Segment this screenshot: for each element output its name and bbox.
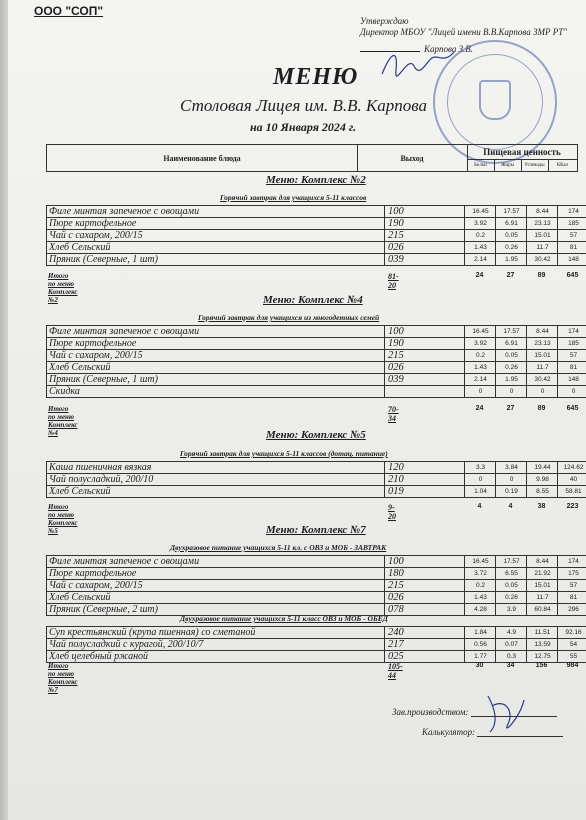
total-fat: 34 (506, 662, 515, 669)
dish-output: 019 (384, 486, 464, 497)
complex5-table (46, 461, 586, 498)
fat-value: 0 (495, 474, 527, 485)
kcal-value: 81 (557, 362, 586, 373)
table-row (46, 206, 586, 218)
total-label: Итого по меню Комплекс №2 (48, 272, 78, 304)
protein-value: 1.43 (464, 362, 496, 373)
table-row (46, 556, 586, 568)
dish-name: Скидка (46, 386, 384, 397)
dish-output: 039 (384, 374, 464, 385)
dish-name: Хлеб целебный ржаной (46, 651, 384, 662)
fat-value: 0.07 (495, 639, 527, 650)
protein-value: 0 (464, 474, 496, 485)
carbs-value: 9.98 (526, 474, 558, 485)
protein-value: 1.77 (464, 651, 496, 662)
complex7-lunch-subtitle: Двухразовое питание учащихся 5-11 класс ОВЗ и МОБ - ОБЕД (180, 614, 388, 623)
table-row (46, 374, 586, 386)
approval-position: Директор МБОУ "Лицей имени В.В.Карпова ЗМР РТ" (360, 27, 567, 37)
carbs-value: 11.51 (526, 627, 558, 638)
protein-value: 16.45 (464, 206, 496, 217)
table-row (46, 568, 586, 580)
fat-value: 0.19 (495, 486, 527, 497)
table-row (46, 386, 586, 398)
protein-value: 0.2 (464, 350, 496, 361)
carbs-value: 0 (526, 386, 558, 397)
protein-value: 1.04 (464, 486, 496, 497)
dish-output: 190 (384, 218, 464, 229)
production-manager-field (392, 707, 557, 717)
production-sign-line (471, 716, 557, 717)
fat-value: 3.84 (495, 462, 527, 473)
fat-value: 1.95 (495, 374, 527, 385)
protein-value: 16.45 (464, 326, 496, 337)
dish-output: 078 (384, 604, 464, 615)
carbs-value: 21.92 (526, 568, 558, 579)
complex2-subtitle: Горячий завтрак для учащихся 5-11 классов (220, 193, 367, 202)
dish-name: Пюре картофельное (46, 338, 384, 349)
kcal-value: 57 (557, 580, 586, 591)
protein-value: 3.92 (464, 338, 496, 349)
fat-value: 6.91 (495, 338, 527, 349)
carbs-value: 19.44 (526, 462, 558, 473)
total-label: Итого по меню Комплекс №7 (48, 662, 78, 694)
dish-name: Чай с сахаром, 200/15 (46, 350, 384, 361)
complex4-title: Меню: Комплекс №4 (263, 294, 363, 306)
carbs-value: 15.01 (526, 230, 558, 241)
fat-value: 6.55 (495, 568, 527, 579)
organization-name: ООО "СОП" (34, 4, 104, 18)
kcal-value: 81 (557, 242, 586, 253)
kcal-value: 54 (557, 639, 586, 650)
approval-label: Утверждаю (360, 16, 409, 26)
total-carbs: 89 (537, 405, 546, 412)
fat-value: 0.05 (495, 230, 527, 241)
kcal-value: 174 (557, 326, 586, 337)
table-row (46, 218, 586, 230)
complex4-table (46, 325, 586, 398)
dish-name: Пряник (Северные, 1 шт) (46, 254, 384, 265)
total-kcal: 984 (566, 662, 579, 669)
fat-value: 3.9 (495, 604, 527, 615)
dish-name: Пюре картофельное (46, 568, 384, 579)
total-carbs: 156 (535, 662, 548, 669)
production-manager-label: Зав.производством: (392, 707, 469, 717)
carbs-value: 15.01 (526, 350, 558, 361)
table-row (46, 326, 586, 338)
total-fat: 27 (506, 405, 515, 412)
calculator-field (422, 727, 563, 737)
protein-value: 1.84 (464, 627, 496, 638)
dish-name: Хлеб Сельский (46, 362, 384, 373)
dish-output: 217 (384, 639, 464, 650)
kcal-value: 296 (557, 604, 586, 615)
fat-value: 6.91 (495, 218, 527, 229)
complex5-subtitle: Горячий завтрак для учащихся 5-11 классов (дотац. питание) (180, 449, 388, 458)
kcal-value: 148 (557, 254, 586, 265)
protein-value: 0 (464, 386, 496, 397)
fat-value: 0.26 (495, 242, 527, 253)
table-row (46, 230, 586, 242)
protein-value: 0.56 (464, 639, 496, 650)
kcal-value: 185 (557, 218, 586, 229)
fat-value: 0 (495, 386, 527, 397)
fat-value: 17.57 (495, 206, 527, 217)
dish-output: 026 (384, 592, 464, 603)
complex7-breakfast-subtitle: Двухразовое питание учащихся 5-11 кл. с ОВЗ и МОБ - ЗАВТРАК (170, 543, 387, 552)
header-output: Выход (357, 145, 468, 171)
kcal-value: 57 (557, 230, 586, 241)
dish-name: Суп крестьянский (крупа пшенная) со сметаной (46, 627, 384, 638)
carbs-value: 15.01 (526, 580, 558, 591)
protein-value: 3.72 (464, 568, 496, 579)
kcal-value: 174 (557, 556, 586, 567)
table-row (46, 242, 586, 254)
table-row (46, 486, 586, 498)
carbs-value: 30.42 (526, 254, 558, 265)
protein-value: 2.14 (464, 374, 496, 385)
carbs-value: 13.59 (526, 639, 558, 650)
dish-name: Хлеб Сельский (46, 486, 384, 497)
table-row (46, 474, 586, 486)
total-protein: 24 (475, 405, 484, 412)
dish-name: Каша пшеничная вязкая (46, 462, 384, 473)
dish-name: Филе минтая запеченое с овощами (46, 326, 384, 337)
total-output: 9-20 (388, 503, 396, 521)
carbs-value: 11.7 (526, 242, 558, 253)
total-label: Итого по меню Комплекс №4 (48, 405, 78, 437)
protein-value: 3.3 (464, 462, 496, 473)
dish-output: 180 (384, 568, 464, 579)
table-row (46, 362, 586, 374)
kcal-value: 55 (557, 651, 586, 662)
dish-output: 215 (384, 230, 464, 241)
header-nutrition: Пищевая ценность (467, 145, 577, 160)
dish-name: Чай с сахаром, 200/15 (46, 230, 384, 241)
kcal-value: 0 (557, 386, 586, 397)
dish-output: 240 (384, 627, 464, 638)
kcal-value: 175 (557, 568, 586, 579)
kcal-value: 185 (557, 338, 586, 349)
total-protein: 24 (475, 272, 484, 279)
dish-name: Чай с сахаром, 200/15 (46, 580, 384, 591)
header-kcal: ККал (556, 163, 569, 168)
dish-name: Филе минтая запеченое с овощами (46, 206, 384, 217)
total-kcal: 645 (566, 272, 579, 279)
fat-value: 0.05 (495, 350, 527, 361)
dish-output (384, 386, 464, 397)
table-row (46, 592, 586, 604)
table-row (46, 639, 586, 651)
dish-output: 026 (384, 242, 464, 253)
carbs-value: 11.7 (526, 592, 558, 603)
header-carbs: Углеводы (521, 160, 549, 171)
dish-output: 190 (384, 338, 464, 349)
header-dish: Наименование блюда (47, 145, 358, 171)
total-kcal: 223 (566, 503, 579, 510)
carbs-value: 8.44 (526, 206, 558, 217)
fat-value: 17.57 (495, 556, 527, 567)
kcal-value: 174 (557, 206, 586, 217)
carbs-value: 60.84 (526, 604, 558, 615)
dish-output: 026 (384, 362, 464, 373)
complex7-breakfast-table (46, 555, 586, 616)
protein-value: 3.92 (464, 218, 496, 229)
protein-value: 0.2 (464, 230, 496, 241)
dish-name: Чай полусладкий с курагой, 200/10/7 (46, 639, 384, 650)
page-shadow (0, 0, 8, 820)
total-output: 105-44 (388, 662, 403, 680)
protein-value: 0.2 (464, 580, 496, 591)
fat-value: 0.26 (495, 362, 527, 373)
carbs-value: 8.44 (526, 556, 558, 567)
table-row (46, 627, 586, 639)
table-row (46, 338, 586, 350)
dish-name: Хлеб Сельский (46, 592, 384, 603)
complex2-title: Меню: Комплекс №2 (266, 174, 366, 186)
table-row (46, 254, 586, 266)
director-signature (378, 44, 458, 84)
fat-value: 0.05 (495, 580, 527, 591)
carbs-value: 11.7 (526, 362, 558, 373)
dish-name: Филе минтая запеченое с овощами (46, 556, 384, 567)
total-output: 81-20 (388, 272, 399, 290)
carbs-value: 23.13 (526, 338, 558, 349)
dish-output: 215 (384, 580, 464, 591)
dish-output: 100 (384, 206, 464, 217)
menu-date: на 10 Января 2024 г. (250, 120, 357, 134)
total-fat: 27 (506, 272, 515, 279)
complex4-subtitle: Горячий завтрак для учащихся из многодетных семей (198, 313, 380, 322)
total-protein: 4 (477, 503, 482, 510)
total-protein: 30 (475, 662, 484, 669)
total-carbs: 89 (537, 272, 546, 279)
header-fat: Жиры (494, 160, 522, 171)
table-row (46, 462, 586, 474)
seal-crest-icon (479, 80, 511, 120)
complex7-lunch-table (46, 626, 586, 663)
page-title: МЕНЮ (273, 64, 359, 90)
carbs-value: 8.44 (526, 326, 558, 337)
kcal-value: 92.16 (557, 627, 586, 638)
dish-name: Пряник (Северные, 1 шт) (46, 374, 384, 385)
dish-name: Чай полусладкий, 200/10 (46, 474, 384, 485)
calculator-label: Калькулятор: (422, 727, 476, 737)
kcal-value: 58.81 (557, 486, 586, 497)
dish-output: 210 (384, 474, 464, 485)
total-kcal: 645 (566, 405, 579, 412)
dish-output: 215 (384, 350, 464, 361)
carbs-value: 8.55 (526, 486, 558, 497)
total-fat: 4 (508, 503, 513, 510)
carbs-value: 23.13 (526, 218, 558, 229)
dish-name: Пюре картофельное (46, 218, 384, 229)
table-row (46, 350, 586, 362)
page-subtitle: Столовая Лицея им. В.В. Карпова (180, 96, 428, 115)
dish-output: 100 (384, 556, 464, 567)
protein-value: 16.45 (464, 556, 496, 567)
carbs-value: 12.75 (526, 651, 558, 662)
dish-name: Пряник (Северные, 2 шт) (46, 604, 384, 615)
protein-value: 4.28 (464, 604, 496, 615)
kcal-value: 124.62 (557, 462, 586, 473)
kcal-value: 57 (557, 350, 586, 361)
dish-output: 120 (384, 462, 464, 473)
total-output: 70-34 (388, 405, 399, 423)
fat-value: 0.26 (495, 592, 527, 603)
kcal-value: 148 (557, 374, 586, 385)
dish-output: 039 (384, 254, 464, 265)
kcal-value: 81 (557, 592, 586, 603)
table-header (46, 144, 578, 172)
fat-value: 1.95 (495, 254, 527, 265)
dish-output: 100 (384, 326, 464, 337)
fat-value: 0.3 (495, 651, 527, 662)
total-label: Итого по меню Комплекс №5 (48, 503, 78, 535)
complex7-title: Меню: Комплекс №7 (266, 524, 366, 536)
protein-value: 2.14 (464, 254, 496, 265)
protein-value: 1.43 (464, 592, 496, 603)
protein-value: 1.43 (464, 242, 496, 253)
menu-document (8, 0, 586, 820)
complex2-table (46, 205, 586, 266)
header-protein: Белки (467, 160, 495, 171)
complex5-title: Меню: Комплекс №5 (266, 429, 366, 441)
dish-name: Хлеб Сельский (46, 242, 384, 253)
carbs-value: 30.42 (526, 374, 558, 385)
table-row (46, 580, 586, 592)
total-carbs: 38 (537, 503, 546, 510)
approval-signer: Карпова З.В. (424, 44, 474, 54)
fat-value: 17.57 (495, 326, 527, 337)
calculator-sign-line (477, 736, 563, 737)
fat-value: 4.9 (495, 627, 527, 638)
kcal-value: 40 (557, 474, 586, 485)
dish-output: 025 (384, 651, 464, 662)
